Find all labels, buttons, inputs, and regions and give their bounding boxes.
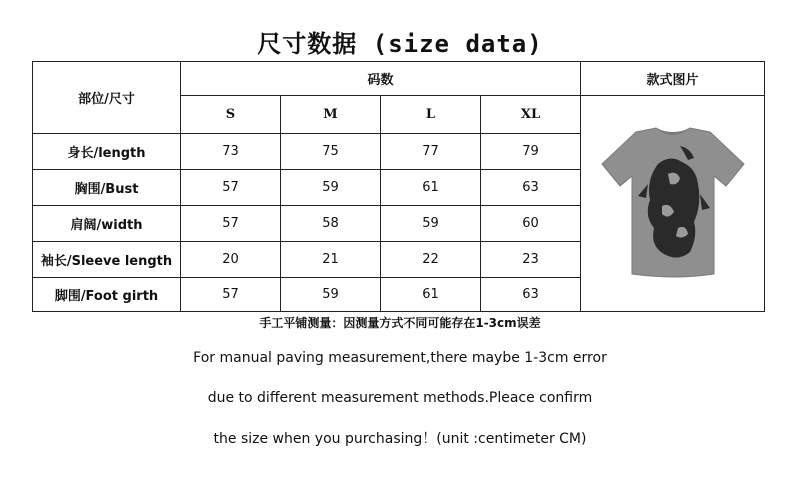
cell-bust-s: 57 <box>181 170 281 206</box>
tshirt-image <box>598 124 748 284</box>
size-group-label: 码数 <box>181 62 581 96</box>
measurement-note-line-2: due to different measurement methods.Pleace confirm <box>207 390 593 406</box>
cell-bust-l: 61 <box>381 170 481 206</box>
row-label-width: 肩阔/width <box>33 206 181 242</box>
cell-width-xl: 60 <box>481 206 581 242</box>
cell-sleeve-l: 22 <box>381 242 481 278</box>
cell-sleeve-xl: 23 <box>481 242 581 278</box>
cell-bust-xl: 63 <box>481 170 581 206</box>
cell-width-l: 59 <box>381 206 481 242</box>
cell-sleeve-s: 20 <box>181 242 281 278</box>
cell-foot-s: 57 <box>181 278 281 312</box>
measurement-note-line-1: For manual paving measurement,there maybe 1-3cm error <box>193 350 607 366</box>
size-header-m: M <box>281 96 381 134</box>
cell-foot-xl: 63 <box>481 278 581 312</box>
cell-length-xl: 79 <box>481 134 581 170</box>
measurement-note-cn: 手工平铺测量：因测量方式不同可能存在1-3cm误差 <box>259 316 541 330</box>
cell-sleeve-m: 21 <box>281 242 381 278</box>
measurement-note-line-3: the size when you purchasing！(unit :centimeter CM) <box>213 431 587 447</box>
cell-width-s: 57 <box>181 206 281 242</box>
cell-width-m: 58 <box>281 206 381 242</box>
cell-bust-m: 59 <box>281 170 381 206</box>
product-image-cell <box>581 96 765 312</box>
corner-label: 部位/尺寸 <box>33 62 181 134</box>
size-header-xl: XL <box>481 96 581 134</box>
cell-foot-l: 61 <box>381 278 481 312</box>
cell-foot-m: 59 <box>281 278 381 312</box>
size-header-l: L <box>381 96 481 134</box>
row-label-bust: 胸围/Bust <box>33 170 181 206</box>
row-label-length: 身长/length <box>33 134 181 170</box>
size-header-s: S <box>181 96 281 134</box>
cell-length-s: 73 <box>181 134 281 170</box>
cell-length-l: 77 <box>381 134 481 170</box>
page-title: 尺寸数据 (size data) <box>257 30 543 58</box>
cell-length-m: 75 <box>281 134 381 170</box>
size-table <box>32 61 765 312</box>
row-label-foot-girth: 脚围/Foot girth <box>33 278 181 312</box>
row-label-sleeve-length: 袖长/Sleeve length <box>33 242 181 278</box>
image-column-label: 款式图片 <box>581 62 765 96</box>
